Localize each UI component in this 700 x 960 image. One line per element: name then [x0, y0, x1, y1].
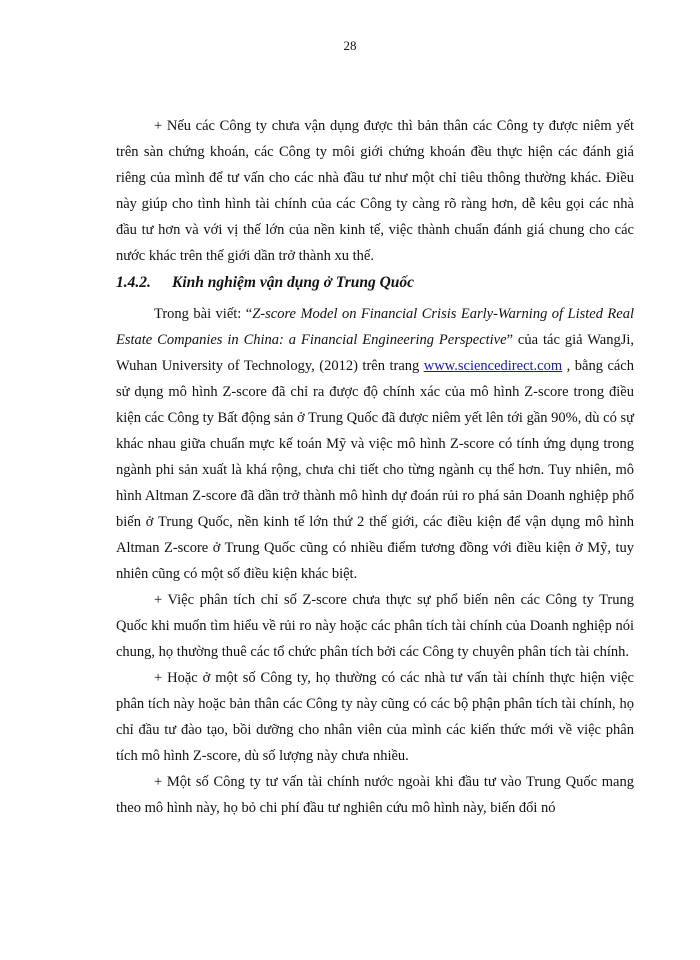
document-body: [116, 113, 634, 821]
paragraph-zscore-not-popular: + Việc phân tích chỉ số Z-score chưa thực sự phổ biến nên các Công ty Trung Quốc khi muốn tìm hiểu về rủi ro này hoặc các phân tích tài chính của Doanh nghiệp nói chung, họ thường thuê các tổ chức phân tích bởi các Công ty chuyên phân tích tài chính.: [116, 592, 634, 660]
section-heading: [116, 271, 634, 295]
study-findings: , bằng cách sử dụng mô hình Z-score đã chỉ ra được độ chính xác của mô hình Z-score trong điều kiện các Công ty Bất động sản ở Trung Quốc đã được niêm yết lên tới gần 90%, dù có sự khác nhau giữa chuẩn mực kế toán Mỹ và việc mô hình Z-score có tính ứng dụng trong ngành phi sản xuất là khá rộng, chưa chi tiết cho từng ngành cụ thể hơn. Tuy nhiên, mô hình Altman Z-score đã dần trở thành mô hình dự đoán rủi ro phá sản Doanh nghiệp phổ biến ở Trung Quốc, nền kinh tế lớn thứ 2 thế giới, các điều kiện để vận dụng mô hình Altman Z-score ở Trung Quốc cũng có nhiều điểm tương đồng với điều kiện ở Mỹ, tuy nhiên cũng có một số điều kiện khác biệt.: [116, 358, 634, 582]
article-title: Z-score Model on Financial Crisis Early-Warning of Listed Real Estate Companies in China: a Financial Engineering Perspective: [116, 306, 634, 348]
paragraph-in-house-analysts: + Hoặc ở một số Công ty, họ thường có các nhà tư vấn tài chính thực hiện việc phân tích này hoặc bản thân các Công ty này cũng có các bộ phận phân tích tài chính, họ chỉ đầu tư đào tạo, bồi dưỡng cho nhân viên của mình các kiến thức mới về việc phân tích mô hình Z-score, dù số lượng này chưa nhiều.: [116, 670, 634, 764]
citation-author: ” của tác giả WangJi, Wuhan University of Technology, (2012) trên trang: [116, 332, 634, 374]
paragraph-foreign-advisors: + Một số Công ty tư vấn tài chính nước ngoài khi đầu tư vào Trung Quốc mang theo mô hình này, họ bỏ chi phí đầu tư nghiên cứu mô hình này, biến đổi nó: [116, 774, 634, 816]
paragraph-wangji-study: [116, 301, 634, 587]
section-title: Kinh nghiệm vận dụng ở Trung Quốc: [172, 274, 415, 291]
section-number: 1.4.2.: [116, 274, 151, 291]
sciencedirect-link[interactable]: www.sciencedirect.com: [423, 358, 563, 374]
citation-intro: Trong bài viết: “: [154, 306, 253, 322]
page-number: 28: [343, 38, 357, 53]
paragraph-advisory-practice: + Nếu các Công ty chưa vận dụng được thì bản thân các Công ty được niêm yết trên sàn chứng khoán, các Công ty môi giới chứng khoán đều thực hiện các đánh giá riêng của mình để tư vấn cho các nhà đầu tư như một chỉ tiêu thông thường khác. Điều này giúp cho tình hình tài chính của các Công ty càng rõ ràng hơn, dễ kêu gọi các nhà đầu tư hơn và với vị thế lớn của nền kinh tế, việc thành chuẩn đánh giá chung cho các nước khác trên thế giới dần trở thành xu thế.: [116, 118, 634, 264]
